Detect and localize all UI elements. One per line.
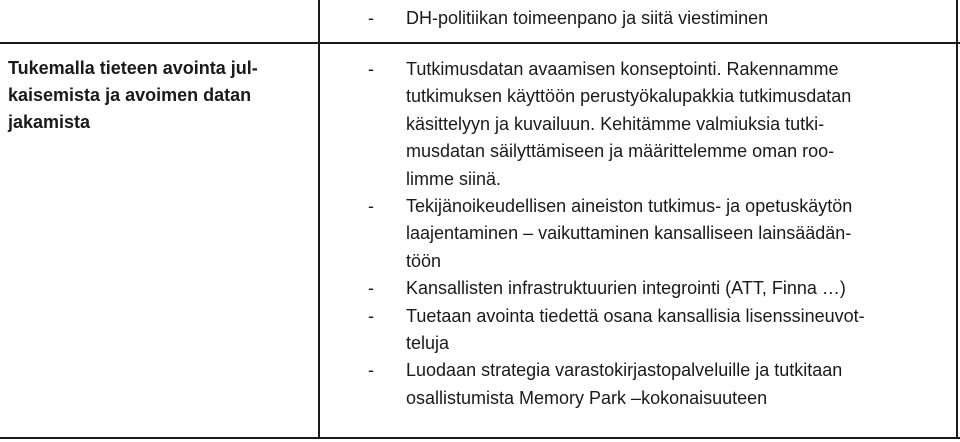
list-item-line: Tutkimusdatan avaamisen konseptointi. Rakennamme	[406, 59, 839, 79]
heading-line: kaisemista ja avoimen datan	[8, 85, 252, 105]
list-item-text	[406, 357, 948, 412]
top-row-text: DH-politiikan toimeenpano ja siitä viestiminen	[406, 8, 769, 28]
list-item-text	[406, 56, 948, 193]
list-item-line: Tekijänoikeudellisen aineiston tutkimus- ja opetuskäytön	[406, 196, 853, 217]
list-dash: -	[368, 305, 374, 326]
list-item-line: laajentaminen – vaikuttaminen kansalliseen lainsäädän-	[406, 223, 852, 244]
row-divider-bottom	[0, 437, 960, 439]
list-item-text	[406, 303, 948, 358]
list-dash: -	[368, 8, 374, 28]
list-dash: -	[368, 196, 374, 217]
list-item-line: osallistumista Memory Park –kokonaisuuteen	[406, 387, 768, 408]
list-item-line: musdatan säilyttämiseen ja määrittelemme oman roo-	[406, 141, 835, 162]
row-divider-top	[0, 42, 960, 44]
list-item-line: teluja	[406, 333, 450, 354]
left-cell	[8, 55, 308, 136]
list-item-line: töön	[406, 250, 442, 271]
heading-line: jakamista	[8, 112, 91, 132]
row-heading	[8, 55, 308, 136]
list-item-line: tutkimuksen käyttöön perustyökalupakkia tutkimusdatan	[406, 86, 852, 107]
list-dash: -	[368, 278, 374, 299]
list-item	[368, 357, 948, 412]
column-divider	[318, 0, 320, 439]
list-item-line: Tuetaan avointa tiedettä osana kansallisia lisenssineuvot-	[406, 305, 865, 326]
list-dash: -	[368, 59, 374, 79]
list-item-line: limme siinä.	[406, 168, 502, 189]
list-item-text	[406, 193, 948, 275]
list-item	[368, 303, 948, 358]
top-row-item	[368, 6, 768, 30]
list-dash: -	[368, 360, 374, 381]
list-item	[368, 275, 948, 302]
bullet-list	[368, 56, 948, 412]
list-item	[368, 56, 948, 193]
table-right-border	[956, 0, 958, 439]
heading-line: Tukemalla tieteen avointa jul-	[8, 58, 258, 78]
list-item	[368, 193, 948, 275]
list-item-line: Luodaan strategia varastokirjastopalveluille ja tutkitaan	[406, 360, 843, 381]
list-item-line: käsittelyyn ja kuvailuun. Kehitämme valmiuksia tutki-	[406, 113, 825, 134]
list-item-text	[406, 275, 948, 302]
list-item-line: Kansallisten infrastruktuurien integrointi (ATT, Finna …)	[406, 278, 846, 299]
